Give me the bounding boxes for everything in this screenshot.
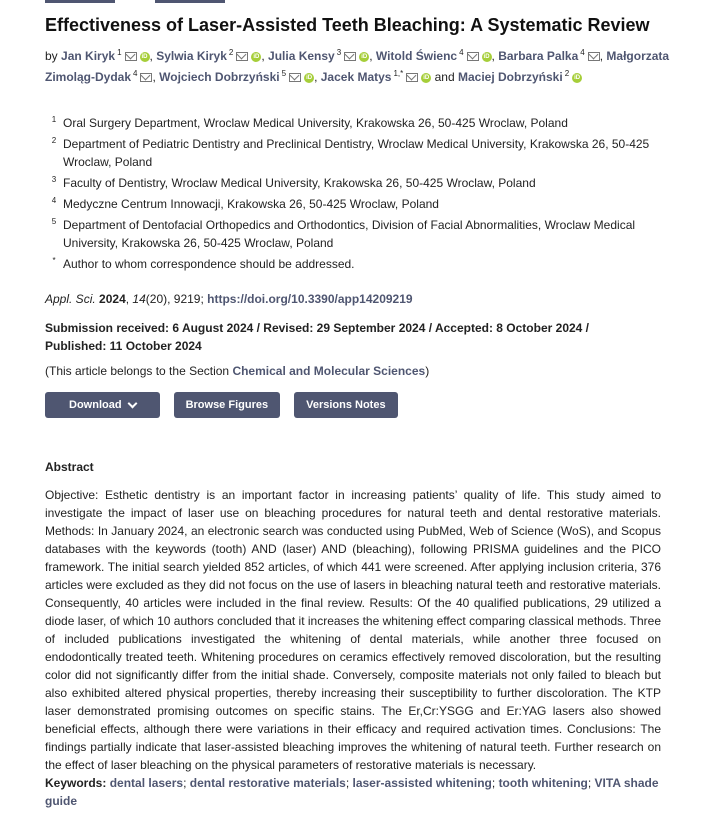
email-icon[interactable]: [236, 52, 248, 61]
author-name[interactable]: Jan Kiryk: [61, 49, 116, 63]
doi-link[interactable]: https://doi.org/10.3390/app14209219: [207, 292, 413, 306]
email-icon[interactable]: [140, 73, 152, 82]
email-icon[interactable]: [406, 73, 418, 82]
citation-issue-pages: (20), 9219;: [145, 292, 208, 306]
by-label: by: [45, 49, 58, 63]
affiliation-number: 3: [51, 175, 57, 184]
email-icon[interactable]: [588, 52, 600, 61]
orcid-icon[interactable]: iD: [361, 53, 368, 60]
section-note: [45, 364, 429, 378]
keywords: Keywords: dental lasers; dental restorative materials; laser-assisted whitening; tooth whitening; VITA shade guide: [45, 776, 659, 808]
orcid-icon[interactable]: iD: [574, 74, 581, 81]
affiliation-item: [45, 216, 665, 252]
affiliation-number: 4: [51, 196, 57, 205]
affiliation-item: [45, 135, 665, 171]
author-name[interactable]: Barbara Palka: [498, 49, 579, 63]
author-name[interactable]: Witold Świenc: [375, 49, 458, 63]
author-affiliation-number: 4: [580, 48, 585, 57]
email-icon[interactable]: [289, 73, 301, 82]
author-entry: [498, 49, 600, 63]
affiliation-number: 5: [51, 217, 57, 226]
author-affiliation-number: 1: [117, 48, 122, 57]
author-name[interactable]: Sylwia Kiryk: [156, 49, 227, 63]
keyword-link[interactable]: dental restorative materials: [189, 776, 346, 790]
author-affiliation-number: 3: [336, 48, 342, 57]
orcid-icon[interactable]: iD: [423, 74, 430, 81]
citation: Appl. Sci. 2024, 14(20), 9219; https://doi.org/10.3390/app14209219: [45, 292, 413, 306]
affiliation-text: Department of Pediatric Dentistry and Preclinical Dentistry, Wroclaw Medical University, Krakowska 26, 50-425 Wroclaw, Poland: [63, 137, 650, 169]
author-entry: [321, 70, 432, 84]
author-affiliation-number: 5: [281, 69, 287, 78]
abstract-heading: Abstract: [45, 460, 94, 474]
affiliation-item: [45, 174, 665, 192]
affiliation-text: Department of Dentofacial Orthopedics and Orthodontics, Division of Facial Abnormalities, Wroclaw Medical University, Krakowska 26, 50-425 Wroclaw, Poland: [63, 218, 636, 250]
email-icon[interactable]: [467, 52, 479, 61]
author-entry: [458, 70, 582, 84]
and-label: and: [434, 70, 455, 84]
affiliation-number: 1: [51, 115, 57, 124]
top-accent-bar: [45, 0, 115, 3]
author-affiliation-number: 2: [228, 48, 234, 57]
email-icon[interactable]: [125, 52, 137, 61]
journal-name: Appl. Sci.: [45, 292, 96, 306]
affiliation-number: 2: [51, 136, 57, 145]
article-title: Effectiveness of Laser-Assisted Teeth Bleaching: A Systematic Review: [45, 15, 650, 35]
orcid-icon[interactable]: iD: [483, 53, 490, 60]
author-affiliation-number: 1,*: [393, 69, 404, 78]
author-name[interactable]: Jacek Matys: [320, 70, 392, 84]
author-name[interactable]: Małgorzata Zimoląg-Dydak: [45, 49, 670, 84]
publication-dates: Submission received: 6 August 2024 / Revised: 29 September 2024 / Accepted: 8 October 2024 / Published: 11 October 2024: [45, 321, 590, 353]
download-label: Download: [69, 399, 122, 411]
author-affiliation-number: 4: [459, 48, 464, 57]
affiliation-list: [45, 114, 665, 276]
citation-year: 2024: [99, 292, 126, 306]
affiliation-item: [45, 255, 665, 273]
author-name[interactable]: Julia Kensy: [268, 49, 335, 63]
keyword-link[interactable]: laser-assisted whitening: [352, 776, 492, 790]
affiliation-text: Oral Surgery Department, Wroclaw Medical University, Krakowska 26, 50-425 Wroclaw, Poland: [63, 116, 568, 130]
author-affiliation-number: 2: [564, 69, 570, 78]
orcid-icon[interactable]: iD: [306, 74, 313, 81]
author-entry: [268, 49, 369, 63]
author-name[interactable]: Wojciech Dobrzyński: [159, 70, 280, 84]
section-link[interactable]: Chemical and Molecular Sciences: [232, 364, 426, 378]
abstract-text: Objective: Esthetic dentistry is an important factor in increasing patients’ quality of life. This study aimed to investigate the impact of laser use on bleaching procedures for natural teeth and dental restorative materials. Methods: In January 2024, an electronic search was conducted using PubMed, Web of Science (WoS), and Scopus databases with the keywords (tooth) AND (laser) AND (bleaching), following PRISMA guidelines and the PICO framework. The initial search yielded 852 articles, of which 441 were screened. After applying inclusion criteria, 376 articles were excluded as they did not focus on the use of lasers in bleaching natural teeth and restorative materials. Consequently, 40 articles were included in the final review. Results: Of the 40 qualified publications, 29 utilized a diode laser, of which 10 authors concluded that it increases the whitening effect comparing classical methods. Three of included publications investigated the whitening of dental materials, while another three focused on endodontically treated teeth. Whitening procedures on ceramics effectively removed discoloration, but the resulting color did not significantly differ from the initial shade. Conversely, composite materials not only failed to bleach but also exhibited altered physical properties, thereby increasing their susceptibility to further discoloration. The KTP laser demonstrated promising outcomes on specific stains. The Er,Cr:YSGG and Er:YAG lasers also showed beneficial effects, although there were variations in their efficacy and required activation times. Conclusions: The findings partially indicate that laser-assisted bleaching improves the whitening of natural teeth. Further research on the effect of laser bleaching on the physical parameters of restorative materials is necessary.: [45, 488, 661, 772]
top-accent-bar: [155, 0, 225, 3]
affiliation-text: Author to whom correspondence should be addressed.: [63, 257, 355, 271]
citation-volume: 14: [132, 292, 146, 306]
author-entry: [159, 70, 314, 84]
author-list: by Jan Kiryk $^1$ iD , Sylwia Kiryk $^2$ iD , Julia Kensy $^3$ iD , Witold Świenc $^4$ iD , Barbara Palka $^4$ , Małgorzata Zimoląg-Dydak $^4$ , Wojciech Dobrzyński $^5$ iD , Jacek Matys $^{1,*}$ iD and Maciej Dobrzyński $^2$ iD: [45, 48, 670, 84]
author-name[interactable]: Maciej Dobrzyński: [457, 70, 563, 84]
email-icon[interactable]: [344, 52, 356, 61]
chevron-down-icon: [127, 399, 137, 409]
affiliation-item: [45, 195, 665, 213]
keywords-label: Keywords:: [45, 776, 107, 790]
affiliation-item: [45, 114, 665, 132]
browse-figures-button[interactable]: Browse Figures: [174, 392, 281, 418]
orcid-icon[interactable]: iD: [141, 53, 148, 60]
section-note-suffix: ): [425, 364, 430, 378]
versions-notes-button[interactable]: Versions Notes: [294, 392, 397, 418]
orcid-icon[interactable]: iD: [253, 53, 260, 60]
author-entry: [61, 49, 149, 63]
author-entry: [156, 49, 261, 63]
keyword-link[interactable]: tooth whitening: [498, 776, 588, 790]
affiliation-text: Medyczne Centrum Innowacji, Krakowska 26, 50-425 Wroclaw, Poland: [63, 197, 439, 211]
section-note-prefix: (This article belongs to the Section: [45, 364, 233, 378]
affiliation-number: *: [52, 256, 56, 265]
download-button[interactable]: [45, 392, 160, 418]
keyword-link[interactable]: dental lasers: [109, 776, 184, 790]
author-entry: [376, 49, 492, 63]
author-affiliation-number: 4: [133, 69, 138, 78]
affiliation-text: Faculty of Dentistry, Wroclaw Medical University, Krakowska 26, 50-425 Wroclaw, Poland: [63, 176, 536, 190]
action-buttons: [45, 392, 398, 418]
keyword-link[interactable]: VITA shade guide: [45, 776, 659, 808]
